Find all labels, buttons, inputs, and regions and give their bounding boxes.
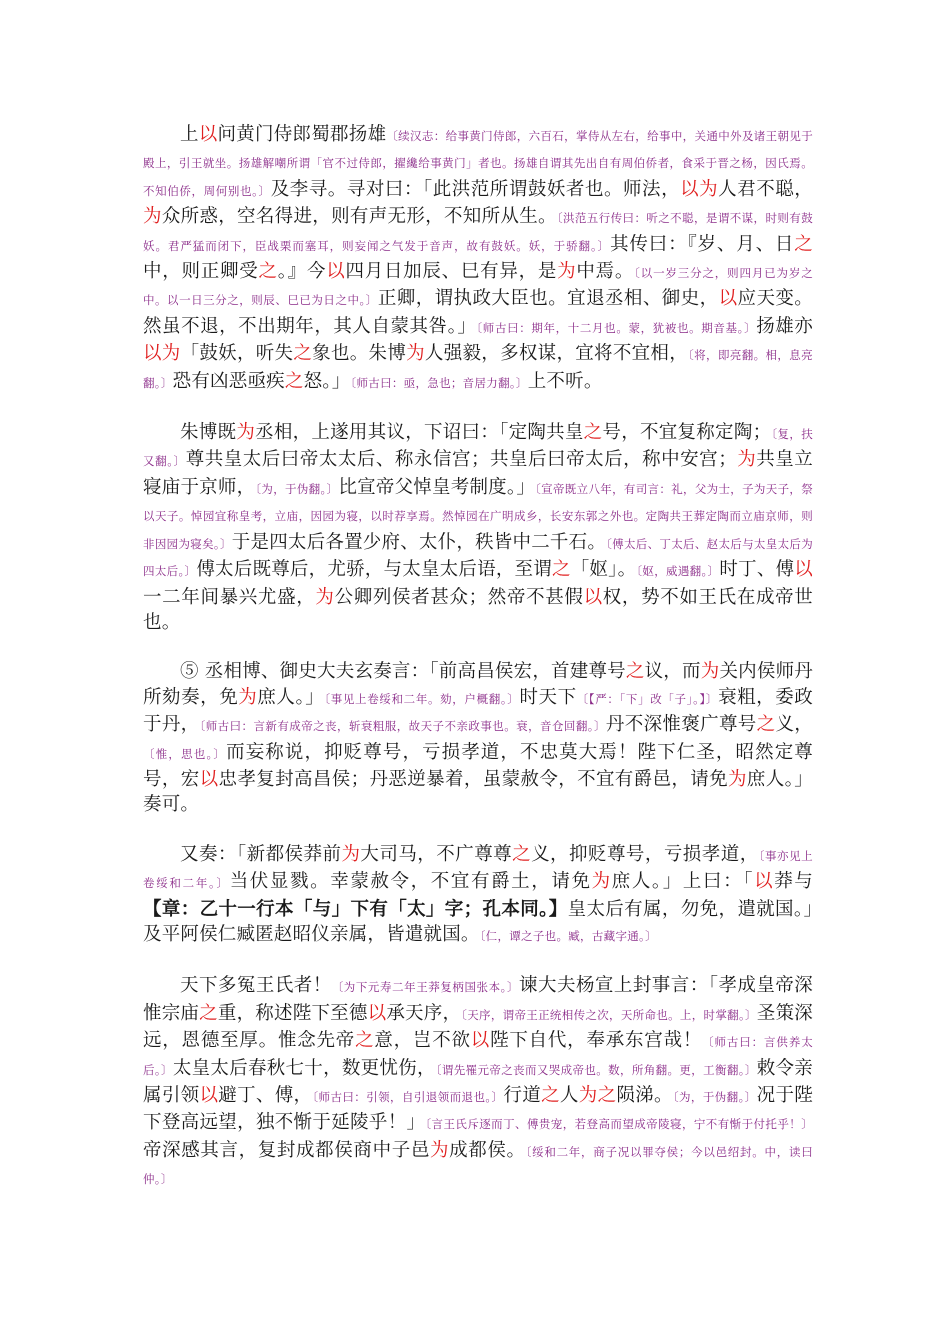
paragraph-5: [143, 973, 813, 1192]
highlighted-word: 为: [406, 343, 425, 365]
highlighted-word: 之: [794, 233, 813, 255]
highlighted-word: 为: [728, 768, 747, 790]
highlighted-word: 为: [557, 261, 577, 283]
body-text: 皇太后有属，勿免，遣就国。」及平阿侯仁臧匿赵昭仪亲属，皆遣就国。: [143, 898, 813, 945]
body-text: 又奏：「新都侯莽前: [180, 843, 342, 865]
highlighted-word: 为之: [578, 1085, 617, 1106]
body-text: 一二年间暴兴尤盛，: [143, 586, 316, 608]
highlighted-word: 以: [718, 288, 738, 310]
body-text: 人强毅，多权谋，宜将不宜相，: [424, 343, 689, 365]
annotation-note: 〔绥和二年，商子况以罪夺侯；今以邑绍封。中，读曰仲。〕: [143, 1144, 813, 1187]
annotation-note: 〔事亦见上卷绥和二年。〕: [143, 848, 813, 891]
body-text: 公卿列侯者甚众；然帝不甚假: [334, 586, 584, 608]
highlighted-word: 之: [512, 843, 532, 865]
annotation-note: 〔为下元寿二年王莽复柄国张本。〕: [331, 980, 520, 995]
body-text: 陨涕。: [616, 1085, 673, 1106]
body-text: 忠孝复封高昌侯；丹恶逆暴着，虽蒙赦令，不宜有爵邑，请免: [218, 768, 729, 790]
body-text: 扬雄亦: [756, 315, 813, 337]
highlighted-word: 以: [199, 768, 219, 790]
body-text: 行道: [503, 1085, 542, 1106]
annotation-note: 〔师古曰：引领，自引退领而退也。〕: [312, 1090, 504, 1104]
body-text: 意，岂不欲: [374, 1030, 471, 1052]
body-text: 而妄称说，抑贬尊号，亏损孝道，不忠莫大焉！陛下仁圣，昭然定尊号，宏: [143, 741, 813, 790]
body-text: 。』今: [277, 261, 327, 283]
body-text: 庶人。」上曰：「: [611, 871, 755, 893]
highlighted-word: 为: [143, 206, 162, 228]
annotation-note: 〔续汉志：给事黄门侍郎，六百石，掌侍从左右，给事中，关通中外及诸王朝见于殿上，引王就坐。扬雄解嘲所谓「官不过侍郎，擢纔给事黄门」者也。扬雄自谓其先出自有周伯侨者，食采于晋之杨，因氏焉。不知伯侨，周何别也。〕: [143, 129, 814, 198]
highlighted-word: 为: [341, 843, 361, 865]
annotation-note: 〔复，扶又翻。〕: [143, 427, 814, 469]
body-text: 人君不聪，: [718, 178, 813, 200]
body-text: 敕令亲属引领: [143, 1057, 813, 1106]
annotation-note: 〔师古曰：期年，十二月也。蒙，犹被也。期音基。〕: [476, 320, 757, 335]
body-text: 及李寻。寻对曰：「此洪范所谓鼓妖者也。师法，: [270, 178, 681, 200]
highlighted-word: 以: [199, 1085, 219, 1106]
annotation-note: 〔将，即亮翻。相，息亮翻。〕: [143, 348, 813, 390]
annotation-note: 〔言王氏斥逐而丁、傅贵宠，若登高而望成帝陵寝，宁不有惭于付托乎！〕: [425, 1117, 813, 1132]
annotation-note: 〔师古曰：言供养太后。〕: [143, 1035, 813, 1077]
paragraph-3: [143, 659, 813, 817]
annotation-note: 〔为，于伪翻。〕: [255, 481, 339, 496]
body-text: 天下多冤王氏者！: [180, 975, 332, 997]
body-text: 成都侯。: [449, 1139, 526, 1161]
highlighted-word: 以: [198, 124, 218, 145]
annotation-note: 〔仁，谭之子也。臧，古藏字通。〕: [479, 928, 657, 943]
body-text: 共皇立寝庙于京师，: [143, 449, 813, 498]
annotation-note: 〔妪，威遇翻。〕: [636, 564, 720, 579]
annotation-note: 〔洪范五行传曰：听之不聪，是谓不谋，时则有鼓妖。君严猛而闭下，臣战栗而塞耳，则妄闻之气发于音声，故有鼓妖。妖，于骄翻。〕: [143, 211, 813, 253]
body-text: 丹不深惟褒广尊号: [605, 714, 757, 736]
body-text: 衰粗，委政于丹，: [143, 686, 813, 736]
body-text: 谏大夫杨宣上封事言：「孝成皇帝深惟宗庙: [143, 975, 813, 1024]
body-text: 重，称述陛下至德: [217, 1002, 368, 1024]
body-text: 当伏显戮。幸蒙赦令，不宜有爵土，请免: [229, 871, 592, 893]
body-text: 太皇太后春秋七十，数更忧伤，: [172, 1057, 436, 1079]
body-text: 帝深感其言，复封成都侯商中子邑: [143, 1139, 430, 1161]
highlighted-word: 之: [756, 714, 776, 736]
highlighted-word: 之: [293, 343, 313, 365]
annotation-note: 〔谓先罹元帝之丧而又哭成帝也。数，所角翻。更，工衡翻。〕: [435, 1062, 757, 1077]
highlighted-word: 之: [355, 1030, 375, 1052]
highlighted-word: 以: [583, 586, 603, 608]
body-text: 尊共皇太后曰帝太太后、称永信宫；共皇后曰帝太后，称中安宫；: [185, 449, 737, 471]
highlighted-word: 之: [583, 422, 603, 444]
highlighted-word: 以为: [680, 178, 719, 200]
body-text: 义，: [775, 714, 814, 736]
body-text: 人: [559, 1085, 579, 1106]
highlighted-word: 以: [754, 871, 775, 893]
annotation-note: 〔宣帝既立八年，有司言：礼，父为士，子为天子，祭以天子。悼园宜称皇考，立庙，因园为寝，以时荐享焉。然悼园在广明成乡，长安东郭之外也。定陶共王葬定陶而立庙京师，则非因园为寝矣。〕: [143, 481, 814, 551]
body-text: 时天下: [519, 686, 577, 708]
body-text: 怒。」: [303, 370, 351, 392]
highlighted-word: 之: [552, 559, 571, 581]
document-page: [143, 122, 813, 1217]
highlighted-word: 为: [238, 686, 258, 708]
body-text: 陛下自代，奉承东宫哉！: [490, 1030, 703, 1052]
paragraph-2: [143, 420, 813, 635]
body-text: 「鼓妖，听失: [180, 343, 294, 365]
highlighted-word: 以: [470, 1030, 491, 1052]
highlighted-word: 之: [625, 661, 645, 683]
body-text: 莽与: [774, 871, 813, 893]
body-text: 恐有凶恶亟疾: [172, 370, 285, 392]
body-text: 况于陛下登高远望，独不惭于延陵乎！」: [143, 1085, 814, 1134]
annotation-note: 〔天序，谓帝王正统相传之次，天所命也。上，时掌翻。〕: [461, 1007, 757, 1022]
annotation-note: 〔师古曰：言新有成帝之丧，斩衰粗服，故天子不亲政事也。衰，音仓回翻。〕: [199, 719, 606, 734]
body-text: 承天序，: [386, 1002, 462, 1024]
body-text: 众所惑，空名得进，则有声无形，不知所从生。: [161, 206, 557, 228]
highlighted-word: 之: [284, 370, 304, 392]
highlighted-word: 为: [591, 871, 612, 893]
body-text: 避丁、傅，: [218, 1085, 313, 1106]
paragraph-4: [143, 842, 813, 950]
highlighted-word: 为: [429, 1139, 450, 1161]
body-text: 上: [180, 124, 199, 145]
highlighted-word: 以为: [143, 343, 181, 365]
body-text: 议，而: [644, 661, 701, 683]
body-text: 四月日加辰、巳有异，是: [345, 261, 558, 283]
body-text: 中焉。: [576, 261, 635, 283]
highlighted-word: 之: [199, 1002, 218, 1024]
body-text: 正卿，谓执政大臣也。宜退丞相、御史，: [377, 288, 719, 310]
body-text: 关内侯师丹所劾奏，免: [143, 661, 813, 708]
body-text: 义，抑贬尊号，亏损孝道，: [531, 843, 759, 865]
body-text: 朱博既: [180, 422, 237, 444]
annotation-note: 〔为，于伪翻。〕: [672, 1090, 757, 1104]
highlighted-word: 之: [541, 1085, 560, 1106]
body-text: 中，则正卿受: [143, 261, 259, 283]
body-text: 比宣帝父悼皇考制度。」: [338, 476, 536, 498]
body-text: 傅太后既尊后，尤骄，与太皇太后语，至谓: [196, 559, 552, 581]
body-text: 庶人。」: [257, 686, 325, 708]
body-text: ⑤ 丞相博、御史大夫玄奏言：「前高昌侯宏，首建尊号: [180, 661, 626, 683]
highlighted-word: 以: [794, 559, 813, 581]
collation-note: 【章：乙十一行本「与」下有「太」字；孔本同。】: [143, 898, 568, 920]
body-text: 于是四太后各置少府、太仆，秩皆中二千石。: [231, 531, 607, 553]
annotation-note: 〔师古曰：亟，急也；音居力翻。〕: [350, 375, 528, 390]
highlighted-word: 以: [367, 1002, 387, 1024]
body-text: 丞相，上遂用其议，下诏曰：「定陶共皇: [255, 422, 584, 444]
body-text: 庶人。」奏可。: [143, 768, 813, 816]
body-text: 其传曰：『岁、月、日: [610, 233, 795, 255]
body-text: 「妪」。: [570, 559, 637, 581]
highlighted-word: 之: [258, 261, 278, 283]
annotation-note: 〔【严：「下」改「子」。】〕: [576, 691, 719, 706]
body-text: 问黄门侍郎蜀郡扬雄: [217, 124, 387, 145]
annotation-note: 〔以一岁三分之，则四月已为岁之中。以一日三分之，则辰、巳已为日之中。〕: [143, 266, 813, 308]
body-text: 象也。朱博: [312, 343, 407, 365]
highlighted-word: 为: [315, 586, 335, 608]
annotation-note: 〔惟，思也。〕: [143, 746, 227, 761]
highlighted-word: 以: [326, 261, 346, 283]
body-text: 号，不宜复称定陶；: [602, 422, 772, 444]
annotation-note: 〔傅太后、丁太后、赵太后与太皇太后为四太后。〕: [143, 536, 813, 579]
body-text: 大司马，不广尊尊: [360, 843, 513, 865]
body-text: 上不听。: [527, 370, 603, 392]
highlighted-word: 为: [236, 422, 256, 444]
body-text: 应天变。然虽不退，不出期年，其人自蒙其咎。」: [143, 288, 814, 337]
body-text: 时丁、傅: [719, 559, 795, 581]
body-text: 圣策深远，恩德至厚。惟念先帝: [143, 1002, 813, 1052]
highlighted-word: 为: [700, 661, 720, 683]
highlighted-word: 为: [736, 449, 757, 471]
paragraph-1: [143, 122, 813, 396]
annotation-note: 〔事见上卷绥和二年。劾，户概翻。〕: [324, 691, 520, 706]
body-text: 权，势不如王氏在成帝世也。: [143, 586, 813, 633]
